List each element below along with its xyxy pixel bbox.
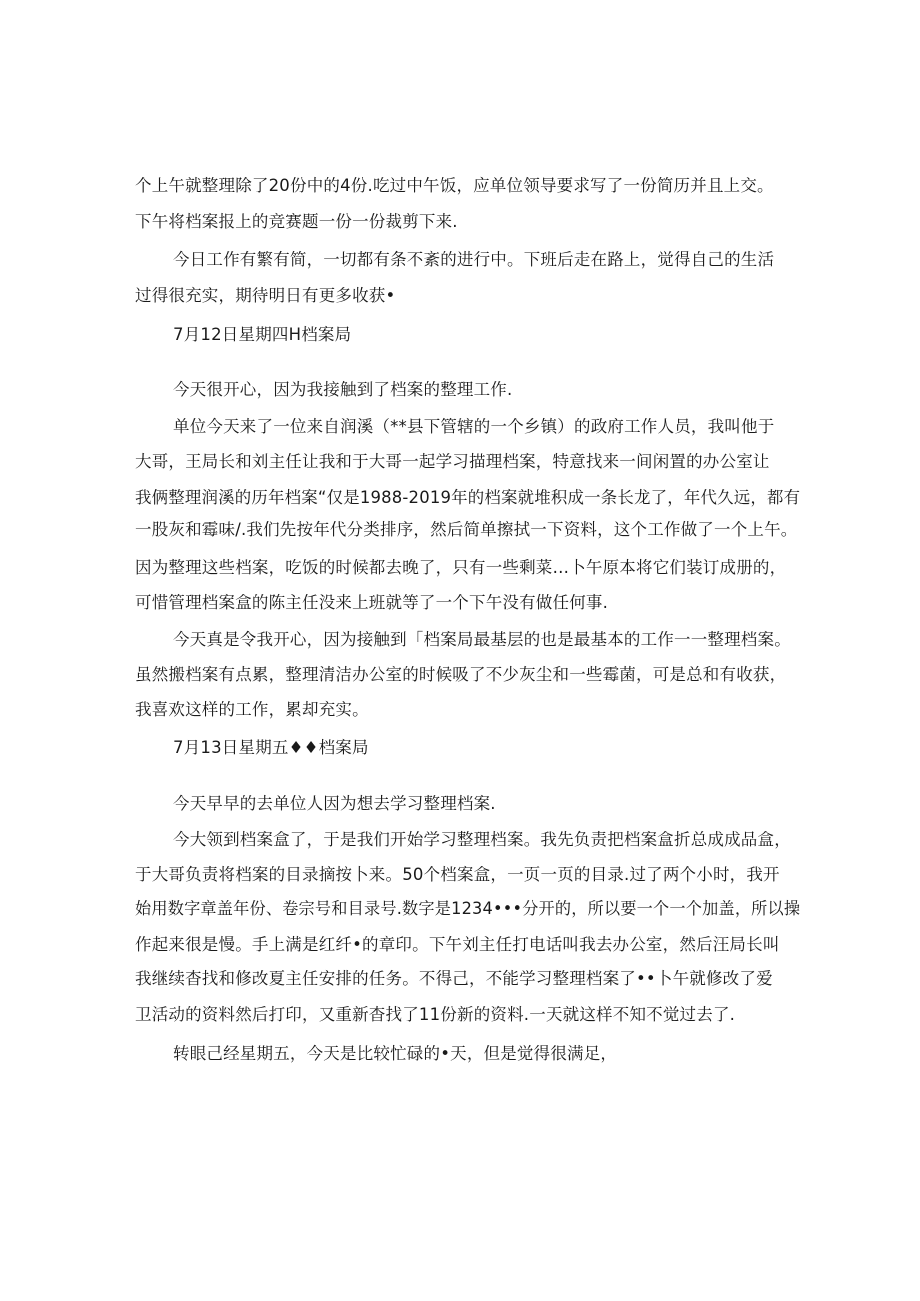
text-line: 今天真是令我开心，因为接触到「档案局最基层的也是最基本的工作一一整理档案。 — [173, 630, 791, 649]
text-line: 一股灰和霉味/.我们先按年代分类排序，然后简单擦拭一下资料，这个工作做了一个上午。 — [135, 520, 798, 539]
text-line: 我喜欢这样的工作，累却充实。 — [135, 700, 369, 719]
text-line: 我继续杳找和修改夏主任安排的任务。不得己，不能学习整理档案了••卜午就修改了爱 — [135, 969, 773, 988]
text-line: 卫活动的资料然后打印，又重新杳找了11份新的资料.一天就这样不知不觉过去了. — [135, 1005, 736, 1024]
text-line: 虽然搬档案有点累，整理清洁办公室的时候吸了不少灰尘和一些霉菌，可是总和有收获， — [135, 665, 787, 684]
text-line: 因为整理这些档案，吃饭的时候都去晚了，只有一些剩菜…卜午原本将它们装订成册的， — [135, 558, 787, 577]
text-line: 于大哥负责将档案的目录摘按卜来。50个档案盒，一页一页的目录.过了两个小时，我开 — [135, 865, 780, 884]
text-line: 我俩整理润溪的历年档案“仅是1988-2019年的档案就堆积成一条长龙了，年代久远，都有 — [135, 488, 801, 507]
text-line: 大哥，王局长和刘主任让我和于大哥一起学习描理档案，特意找来一间闲置的办公室让 — [135, 452, 770, 471]
text-line: 可惜管理档案盒的陈主任没来上班就等了一个下午没有做任何事. — [135, 593, 609, 612]
text-line: 转眼己经星期五，今天是比较忙碌的•天，但是觉得很满足， — [173, 1044, 618, 1063]
section-heading: 7月13日星期五♦♦档案局 — [173, 738, 369, 757]
text-line: 今日工作有繁有简，一切都有条不紊的进行中。下班后走在路上，觉得自己的生活 — [173, 250, 775, 269]
text-line: 作起来很是慢。手上满是红纤•的章印。下午刘主任打电话叫我去办公室，然后汪局长叫 — [135, 935, 780, 954]
text-line: 今大领到档案盒了，于是我们开始学习整理档案。我先负责把档案盒折总成成品盒， — [173, 830, 791, 849]
text-line: 下午将档案报上的竞赛题一份一份裁剪下来. — [135, 212, 458, 231]
text-line: 过得很充实，期待明日有更多收获• — [135, 286, 396, 305]
section-heading: 7月12日星期四H档案局 — [173, 325, 352, 344]
text-line: 今天早早的去单位人因为想去学习整理档案. — [173, 794, 496, 813]
text-line: 今天很开心，因为我接触到了档案的整理工作. — [173, 380, 513, 399]
text-line: 个上午就整理除了20份中的4份.吃过中午饭，应单位领导要求写了一份简历并且上交。 — [135, 176, 774, 195]
text-line: 单位今天来了一位来自润溪（**县下管辖的一个乡镇）的政府工作人员，我叫他于 — [173, 417, 775, 436]
text-line: 始用数字章盖年份、卷宗号和目录号.数字是1234•••分开的，所以要一个一个加盖，所以操 — [135, 899, 801, 918]
